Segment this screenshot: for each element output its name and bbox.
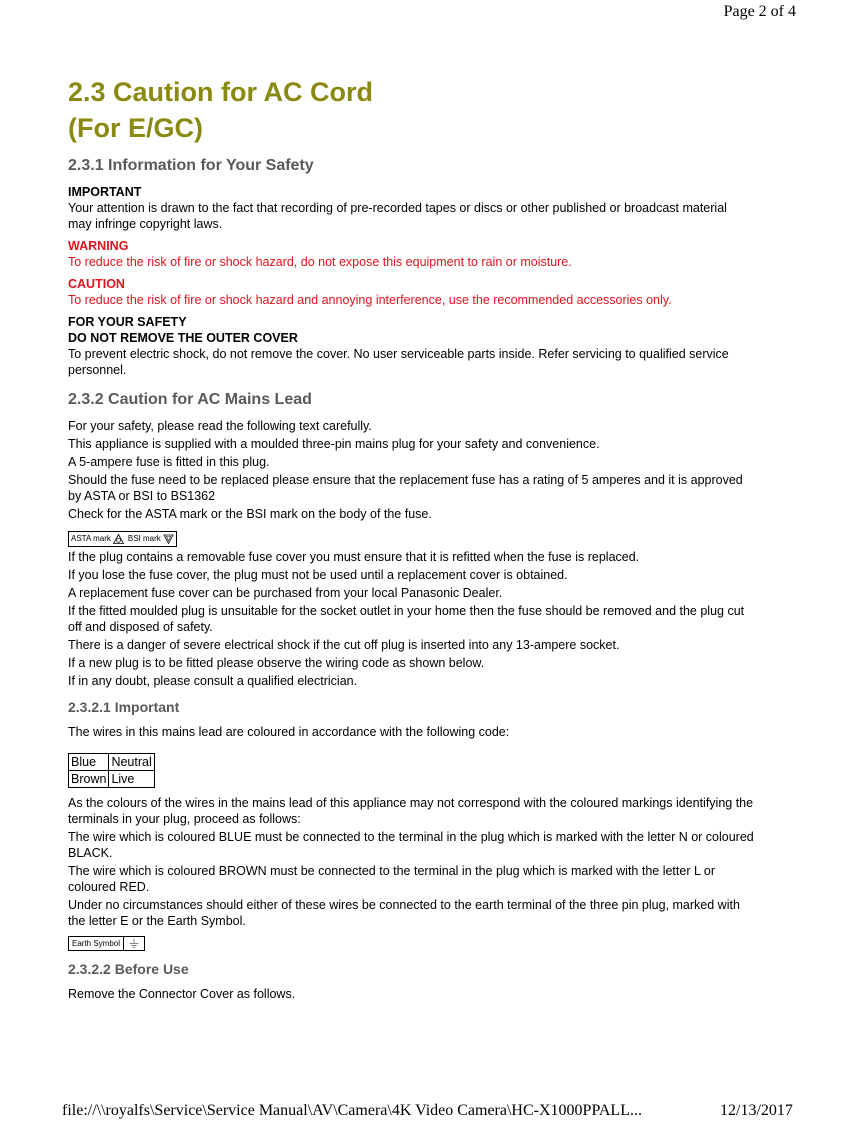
paragraph: the letter E or the Earth Symbol. [68,914,246,928]
footer [62,1102,793,1120]
paragraph: off and disposed of safety. [68,620,213,634]
wire-colour-table [68,753,155,788]
safety-text: personnel. [68,363,127,377]
paragraph: There is a danger of severe electrical shock if the cut off plug is inserted into any 13-ampere socket. [68,638,620,652]
safety-text: To prevent electric shock, do not remove the cover. No user serviceable parts inside. Refer servicing to qualified service [68,347,729,361]
earth-ground-icon [128,938,140,949]
table-cell: Neutral [109,754,154,771]
table-row [69,754,155,771]
paragraph: Remove the Connector Cover as follows. [68,987,296,1001]
file-path: file://\\royalfs\Service\Service Manual\AV\Camera\4K Video Camera\HC-X1000PPALL... [62,1102,642,1119]
paragraph: Check for the ASTA mark or the BSI mark on the body of the fuse. [68,507,432,521]
paragraph: If you lose the fuse cover, the plug must not be used until a replacement cover is obtained. [68,568,568,582]
print-date: 12/13/2017 [720,1102,793,1119]
paragraph: The wire which is coloured BLUE must be connected to the terminal in the plug which is marked with the letter N or coloured [68,830,754,844]
paragraph: coloured RED. [68,880,150,894]
heading-2-3-2-2: 2.3.2.2 Before Use [68,961,189,977]
bsi-kitemark-icon [163,534,174,544]
heading-2-3-2: 2.3.2 Caution for AC Mains Lead [68,391,312,408]
important-label: IMPORTANT [68,185,142,199]
paragraph: by ASTA or BSI to BS1362 [68,489,216,503]
paragraph: If the fitted moulded plug is unsuitable for the socket outlet in your home then the fuse should be removed and the plug cut [68,604,745,618]
paragraph: If the plug contains a removable fuse cover you must ensure that it is refitted when the fuse is replaced. [68,550,640,564]
paragraph: If a new plug is to be fitted please observe the wiring code as shown below. [68,656,485,670]
asta-mark: ASTA mark [71,534,124,544]
paragraph: Should the fuse need to be replaced please ensure that the replacement fuse has a rating of 5 amperes and it is approved [68,473,743,487]
paragraph: This appliance is supplied with a moulded three-pin mains plug for your safety and convenience. [68,437,600,451]
page-number: Page 2 of 4 [723,3,796,20]
caution-label: CAUTION [68,277,125,291]
paragraph: BLACK. [68,846,113,860]
earth-symbol-box [68,936,145,951]
safety-label: DO NOT REMOVE THE OUTER COVER [68,331,298,345]
warning-text: To reduce the risk of fire or shock hazard, do not expose this equipment to rain or moisture. [68,255,572,269]
paragraph: For your safety, please read the following text carefully. [68,419,372,433]
earth-symbol-label: Earth Symbol [69,937,124,950]
section-title-sub: (For E/GC) [68,113,203,143]
fuse-mark-box [68,531,177,547]
important-text: Your attention is drawn to the fact that recording of pre-recorded tapes or discs or other published or broadcast material [68,201,727,215]
table-row [69,771,155,788]
paragraph: A replacement fuse cover can be purchased from your local Panasonic Dealer. [68,586,503,600]
table-cell: Blue [69,754,109,771]
asta-mark-icon [113,534,124,544]
warning-label: WARNING [68,239,129,253]
caution-text: To reduce the risk of fire or shock hazard and annoying interference, use the recommended accessories only. [68,293,672,307]
paragraph: The wire which is coloured BROWN must be connected to the terminal in the plug which is marked with the letter L or [68,864,716,878]
paragraph: As the colours of the wires in the mains lead of this appliance may not correspond with the coloured markings identifying the [68,796,754,810]
safety-label: FOR YOUR SAFETY [68,315,187,329]
paragraph: If in any doubt, please consult a qualified electrician. [68,674,358,688]
table-cell: Live [109,771,154,788]
paragraph: terminals in your plug, proceed as follows: [68,812,301,826]
paragraph: The wires in this mains lead are coloured in accordance with the following code: [68,725,510,739]
paragraph: Under no circumstances should either of these wires be connected to the earth terminal of the three pin plug, marked with [68,898,740,912]
important-text: may infringe copyright laws. [68,217,223,231]
section-title: 2.3 Caution for AC Cord [68,77,374,107]
heading-2-3-1: 2.3.1 Information for Your Safety [68,157,314,174]
bsi-mark: BSI mark [128,534,174,544]
table-cell: Brown [69,771,109,788]
paragraph: A 5-ampere fuse is fitted in this plug. [68,455,270,469]
heading-2-3-2-1: 2.3.2.1 Important [68,699,180,715]
